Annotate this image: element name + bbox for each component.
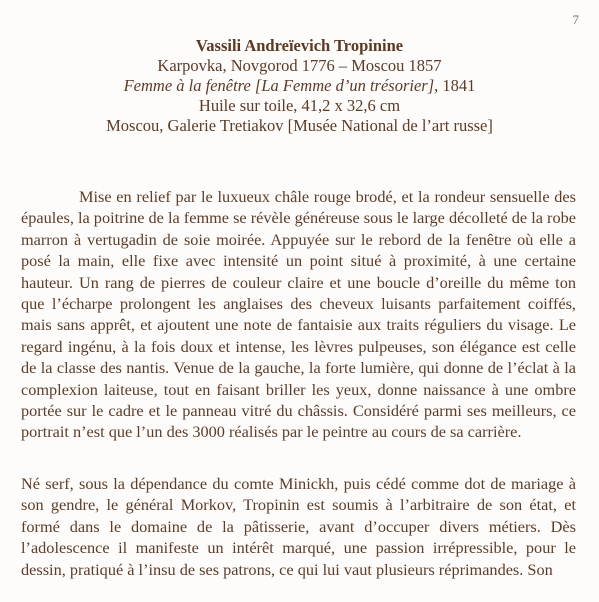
description-paragraph-2 xyxy=(21,473,576,580)
paragraph-text: Né serf, sous la dépendance du comte Minickh, puis cédé comme dot de mariage à son gendre, le général Morkov, Tropinin est soumis à l’arbitraire de son état, et formé dans le domaine de la pâtisserie, avant d’occuper divers métiers. Dès l’adolescence il manifeste un intérêt marqué, une passion irrépressible, pour le dessin, pratiqué à l’insu de ses patrons, ce qui lui vaut plusieurs réprimandes. Son xyxy=(21,474,576,579)
artwork-title-line xyxy=(0,76,599,96)
artwork-title: Femme à la fenêtre [La Femme d’un trésorier] xyxy=(123,76,435,95)
artist-origin: Karpovka, Novgorod 1776 – Moscou 1857 xyxy=(157,56,442,75)
paragraph-text: Mise en relief par le luxueux châle rouge brodé, et la rondeur sensuelle des épaules, la poitrine de la femme se révèle généreuse sous le large décolleté de la robe marron à vertugadin de soie moirée. Appuyée sur le rebord de la fenêtre où elle a posé la main, elle fixe avec intensité un point situé à proximité, à une certaine hauteur. Un rang de pierres de couleur claire et une boucle d’oreille du même ton que l’écharpe prolongent les anglaises des cheveux luisants parfaitement coiffés, mais sans apprêt, et ajoutent une note de fantaisie aux traits réguliers du visage. Le regard ingénu, à la fois doux et intense, les lèvres pulpeuses, son élégance est celle de la classe des nantis. Venue de la gauche, la forte lumière, qui donne de l’éclat à la complexion laiteuse, tout en faisant briller les yeux, donne naissance à une ombre portée sur le cadre et le panneau vitré du châssis. Considéré parmi ses meilleurs, ce portrait n’est que l’un des 3000 réalisés par le peintre au cours de sa carrière. xyxy=(21,187,576,442)
artwork-header xyxy=(0,36,599,136)
page-number: 7 xyxy=(572,12,579,27)
artwork-year: , 1841 xyxy=(434,76,476,95)
artwork-collection: Moscou, Galerie Tretiakov [Musée National de l’art russe] xyxy=(106,116,493,135)
description-paragraph-1 xyxy=(21,186,576,443)
artwork-medium: Huile sur toile, 41,2 x 32,6 cm xyxy=(198,96,401,115)
artist-name: Vassili Andreïevich Tropinine xyxy=(195,36,404,55)
